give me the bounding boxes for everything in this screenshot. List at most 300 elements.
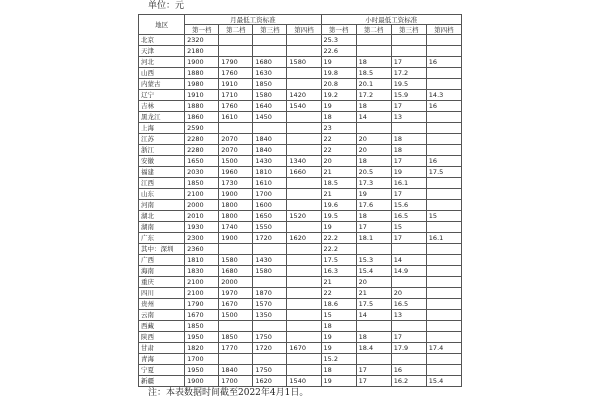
region-cell: 浙江: [139, 145, 185, 156]
header-monthly-group: 月最低工资标准: [185, 15, 321, 25]
monthly-tier-3-cell: 1630: [253, 68, 287, 79]
monthly-tier-1-cell: 2010: [185, 211, 219, 222]
hourly-tier-2-cell: 17: [356, 365, 391, 376]
monthly-tier-3-cell: 1680: [253, 57, 287, 68]
hourly-tier-3-cell: 15.9: [391, 90, 426, 101]
hourly-tier-3-cell: 14.9: [391, 266, 426, 277]
monthly-tier-1-cell: 1910: [185, 90, 219, 101]
table-wrapper: [138, 14, 462, 387]
monthly-tier-3-cell: 1750: [253, 332, 287, 343]
hourly-tier-1-cell: 22.2: [321, 233, 356, 244]
monthly-tier-4-cell: 1420: [287, 90, 321, 101]
hourly-tier-1-cell: 18: [321, 112, 356, 123]
hourly-tier-1-cell: 15.2: [321, 354, 356, 365]
hourly-tier-4-cell: [426, 266, 461, 277]
monthly-tier-3-cell: 1450: [253, 112, 287, 123]
monthly-tier-4-cell: 1340: [287, 156, 321, 167]
hourly-tier-4-cell: [426, 299, 461, 310]
monthly-tier-2-cell: 1960: [219, 167, 253, 178]
monthly-tier-1-cell: 1950: [185, 365, 219, 376]
region-cell: 安徽: [139, 156, 185, 167]
monthly-tier-2-cell: 1500: [219, 156, 253, 167]
hourly-tier-4-cell: 16: [426, 156, 461, 167]
monthly-tier-3-cell: 1570: [253, 299, 287, 310]
monthly-tier-4-cell: [287, 35, 321, 46]
hourly-tier-3-cell: 15: [391, 222, 426, 233]
region-cell: 河南: [139, 200, 185, 211]
region-cell: 宁夏: [139, 365, 185, 376]
region-cell: 福建: [139, 167, 185, 178]
table-row: [139, 332, 462, 343]
hourly-tier-2-cell: 18: [356, 156, 391, 167]
monthly-tier-4-cell: 1620: [287, 233, 321, 244]
hourly-tier-3-cell: [391, 354, 426, 365]
monthly-tier-2-cell: 1900: [219, 233, 253, 244]
hourly-tier-3-cell: [391, 46, 426, 57]
region-cell: 辽宁: [139, 90, 185, 101]
hourly-tier-3-cell: 17: [391, 332, 426, 343]
region-cell: 西藏: [139, 321, 185, 332]
monthly-tier-3-cell: 1550: [253, 222, 287, 233]
monthly-tier-1-cell: 1900: [185, 57, 219, 68]
table-row: [139, 35, 462, 46]
monthly-tier-2-cell: [219, 35, 253, 46]
hourly-tier-2-cell: [356, 123, 391, 134]
table-row: [139, 233, 462, 244]
monthly-tier-2-cell: [219, 354, 253, 365]
region-cell: 云南: [139, 310, 185, 321]
monthly-tier-1-cell: 2590: [185, 123, 219, 134]
monthly-tier-1-cell: 1850: [185, 321, 219, 332]
monthly-tier-3-cell: 1610: [253, 178, 287, 189]
header-row-groups: [139, 15, 462, 25]
header-region: 地区: [139, 15, 185, 35]
monthly-tier-2-cell: 1800: [219, 200, 253, 211]
hourly-tier-2-cell: [356, 244, 391, 255]
monthly-tier-3-cell: 1600: [253, 200, 287, 211]
hourly-tier-1-cell: 22: [321, 134, 356, 145]
table-row: [139, 277, 462, 288]
region-cell: 黑龙江: [139, 112, 185, 123]
hourly-tier-2-cell: [356, 35, 391, 46]
unit-label: 单位：元: [148, 1, 185, 11]
table-header: [139, 15, 462, 35]
region-cell: 广东: [139, 233, 185, 244]
table-row: [139, 222, 462, 233]
header-monthly-tier-3: 第三档: [253, 25, 287, 35]
table-row: [139, 79, 462, 90]
monthly-tier-2-cell: 1770: [219, 343, 253, 354]
monthly-tier-2-cell: 1760: [219, 68, 253, 79]
monthly-tier-3-cell: 1750: [253, 365, 287, 376]
hourly-tier-2-cell: 17.5: [356, 299, 391, 310]
monthly-tier-3-cell: 1840: [253, 145, 287, 156]
hourly-tier-4-cell: [426, 310, 461, 321]
monthly-tier-1-cell: 2000: [185, 200, 219, 211]
hourly-tier-1-cell: 19: [321, 57, 356, 68]
hourly-tier-2-cell: 18: [356, 57, 391, 68]
region-cell: 内蒙古: [139, 79, 185, 90]
monthly-tier-3-cell: [253, 277, 287, 288]
hourly-tier-4-cell: [426, 68, 461, 79]
hourly-tier-3-cell: 16.1: [391, 178, 426, 189]
hourly-tier-2-cell: 17.2: [356, 90, 391, 101]
header-row-tiers: [139, 25, 462, 35]
monthly-tier-4-cell: [287, 266, 321, 277]
hourly-tier-3-cell: 17.9: [391, 343, 426, 354]
region-cell: 海南: [139, 266, 185, 277]
monthly-tier-4-cell: [287, 222, 321, 233]
hourly-tier-1-cell: 21: [321, 189, 356, 200]
monthly-tier-4-cell: [287, 145, 321, 156]
monthly-tier-3-cell: 1810: [253, 167, 287, 178]
monthly-tier-3-cell: 1870: [253, 288, 287, 299]
monthly-tier-4-cell: [287, 46, 321, 57]
monthly-tier-1-cell: 1950: [185, 332, 219, 343]
hourly-tier-1-cell: 25.3: [321, 35, 356, 46]
monthly-tier-4-cell: [287, 288, 321, 299]
monthly-tier-4-cell: [287, 189, 321, 200]
monthly-tier-3-cell: [253, 354, 287, 365]
table-row: [139, 365, 462, 376]
hourly-tier-2-cell: 18: [356, 101, 391, 112]
header-hourly-tier-2: 第二档: [356, 25, 391, 35]
hourly-tier-2-cell: [356, 321, 391, 332]
header-hourly-tier-4: 第四档: [426, 25, 461, 35]
hourly-tier-1-cell: 15: [321, 310, 356, 321]
region-cell: 河北: [139, 57, 185, 68]
table-body: [139, 35, 462, 387]
hourly-tier-4-cell: [426, 35, 461, 46]
hourly-tier-2-cell: 14: [356, 112, 391, 123]
monthly-tier-3-cell: 1850: [253, 79, 287, 90]
hourly-tier-2-cell: 14: [356, 310, 391, 321]
monthly-tier-1-cell: 2280: [185, 145, 219, 156]
hourly-tier-1-cell: 23: [321, 123, 356, 134]
monthly-tier-4-cell: [287, 244, 321, 255]
hourly-tier-3-cell: 16: [391, 365, 426, 376]
monthly-tier-2-cell: 1680: [219, 266, 253, 277]
hourly-tier-1-cell: 22.6: [321, 46, 356, 57]
monthly-tier-4-cell: 1670: [287, 343, 321, 354]
monthly-tier-3-cell: 1350: [253, 310, 287, 321]
monthly-tier-2-cell: 1710: [219, 90, 253, 101]
table-row: [139, 288, 462, 299]
monthly-tier-4-cell: 1540: [287, 376, 321, 387]
monthly-tier-1-cell: 2300: [185, 233, 219, 244]
hourly-tier-3-cell: 16.5: [391, 299, 426, 310]
monthly-tier-1-cell: 2030: [185, 167, 219, 178]
table-row: [139, 189, 462, 200]
hourly-tier-2-cell: 17.6: [356, 200, 391, 211]
hourly-tier-1-cell: 16.3: [321, 266, 356, 277]
hourly-tier-4-cell: [426, 365, 461, 376]
hourly-tier-3-cell: 14: [391, 255, 426, 266]
table-row: [139, 90, 462, 101]
region-cell: 新疆: [139, 376, 185, 387]
hourly-tier-3-cell: 15.6: [391, 200, 426, 211]
hourly-tier-4-cell: [426, 354, 461, 365]
region-cell: 青海: [139, 354, 185, 365]
hourly-tier-2-cell: 15.4: [356, 266, 391, 277]
monthly-tier-2-cell: 2070: [219, 145, 253, 156]
monthly-tier-3-cell: 1580: [253, 266, 287, 277]
table-row: [139, 376, 462, 387]
hourly-tier-3-cell: 17.2: [391, 68, 426, 79]
monthly-tier-2-cell: 1610: [219, 112, 253, 123]
hourly-tier-2-cell: 20.1: [356, 79, 391, 90]
monthly-tier-3-cell: 1840: [253, 134, 287, 145]
hourly-tier-1-cell: 20: [321, 156, 356, 167]
hourly-tier-3-cell: 17: [391, 101, 426, 112]
monthly-tier-4-cell: [287, 354, 321, 365]
table-row: [139, 255, 462, 266]
hourly-tier-1-cell: 19: [321, 332, 356, 343]
monthly-tier-3-cell: [253, 321, 287, 332]
table-row: [139, 299, 462, 310]
hourly-tier-3-cell: 18: [391, 134, 426, 145]
hourly-tier-3-cell: 19.5: [391, 79, 426, 90]
header-hourly-group: 小时最低工资标准: [321, 15, 461, 25]
monthly-tier-4-cell: [287, 255, 321, 266]
region-cell: 山西: [139, 68, 185, 79]
monthly-tier-2-cell: 1840: [219, 365, 253, 376]
hourly-tier-2-cell: 18.4: [356, 343, 391, 354]
hourly-tier-4-cell: 15.4: [426, 376, 461, 387]
monthly-tier-4-cell: [287, 310, 321, 321]
hourly-tier-4-cell: 17.4: [426, 343, 461, 354]
hourly-tier-1-cell: 19.2: [321, 90, 356, 101]
hourly-tier-4-cell: [426, 277, 461, 288]
hourly-tier-2-cell: 17.3: [356, 178, 391, 189]
monthly-tier-1-cell: 1880: [185, 101, 219, 112]
hourly-tier-4-cell: 16: [426, 101, 461, 112]
hourly-tier-3-cell: 19: [391, 167, 426, 178]
hourly-tier-4-cell: [426, 178, 461, 189]
table-row: [139, 156, 462, 167]
hourly-tier-4-cell: [426, 46, 461, 57]
monthly-tier-2-cell: 1730: [219, 178, 253, 189]
monthly-tier-1-cell: 2360: [185, 244, 219, 255]
monthly-tier-4-cell: [287, 365, 321, 376]
monthly-tier-1-cell: 1980: [185, 79, 219, 90]
hourly-tier-1-cell: 17.5: [321, 255, 356, 266]
table-row: [139, 112, 462, 123]
monthly-tier-3-cell: 1580: [253, 90, 287, 101]
table-row: [139, 46, 462, 57]
hourly-tier-2-cell: 18: [356, 211, 391, 222]
table-row: [139, 321, 462, 332]
monthly-tier-2-cell: 1500: [219, 310, 253, 321]
hourly-tier-1-cell: 19: [321, 343, 356, 354]
table-row: [139, 178, 462, 189]
hourly-tier-2-cell: [356, 354, 391, 365]
monthly-tier-4-cell: [287, 123, 321, 134]
monthly-tier-2-cell: 1580: [219, 255, 253, 266]
hourly-tier-2-cell: 17: [356, 222, 391, 233]
monthly-tier-2-cell: 1790: [219, 57, 253, 68]
hourly-tier-4-cell: [426, 79, 461, 90]
hourly-tier-4-cell: 17.5: [426, 167, 461, 178]
table-row: [139, 101, 462, 112]
hourly-tier-4-cell: 14.3: [426, 90, 461, 101]
monthly-tier-2-cell: 2000: [219, 277, 253, 288]
hourly-tier-2-cell: 20: [356, 277, 391, 288]
monthly-tier-2-cell: 1800: [219, 211, 253, 222]
monthly-tier-1-cell: 1850: [185, 178, 219, 189]
monthly-tier-2-cell: [219, 244, 253, 255]
hourly-tier-1-cell: 18: [321, 321, 356, 332]
monthly-tier-2-cell: [219, 321, 253, 332]
hourly-tier-4-cell: [426, 200, 461, 211]
monthly-tier-3-cell: [253, 244, 287, 255]
header-monthly-tier-1: 第一档: [185, 25, 219, 35]
hourly-tier-1-cell: 18: [321, 365, 356, 376]
hourly-tier-2-cell: 17: [356, 376, 391, 387]
table-row: [139, 123, 462, 134]
hourly-tier-1-cell: 19: [321, 376, 356, 387]
hourly-tier-3-cell: [391, 244, 426, 255]
hourly-tier-4-cell: [426, 134, 461, 145]
hourly-tier-1-cell: 21: [321, 167, 356, 178]
header-monthly-tier-2: 第二档: [219, 25, 253, 35]
hourly-tier-1-cell: 19: [321, 101, 356, 112]
monthly-tier-4-cell: [287, 332, 321, 343]
hourly-tier-3-cell: [391, 277, 426, 288]
hourly-tier-1-cell: 19.6: [321, 200, 356, 211]
monthly-tier-2-cell: 1670: [219, 299, 253, 310]
table-row: [139, 57, 462, 68]
hourly-tier-1-cell: 18.6: [321, 299, 356, 310]
monthly-tier-2-cell: 2070: [219, 134, 253, 145]
hourly-tier-3-cell: 17: [391, 156, 426, 167]
hourly-tier-4-cell: [426, 321, 461, 332]
monthly-tier-4-cell: [287, 68, 321, 79]
region-cell: 甘肃: [139, 343, 185, 354]
hourly-tier-4-cell: [426, 244, 461, 255]
monthly-tier-1-cell: 1670: [185, 310, 219, 321]
region-cell: 广西: [139, 255, 185, 266]
monthly-tier-4-cell: [287, 178, 321, 189]
monthly-tier-2-cell: 1760: [219, 101, 253, 112]
region-cell: 江西: [139, 178, 185, 189]
footnote: 注：本表数据时间截至2022年4月1日。: [148, 388, 309, 398]
hourly-tier-2-cell: 19: [356, 189, 391, 200]
hourly-tier-3-cell: [391, 123, 426, 134]
monthly-tier-3-cell: [253, 35, 287, 46]
hourly-tier-4-cell: [426, 112, 461, 123]
monthly-tier-2-cell: 1850: [219, 332, 253, 343]
monthly-tier-1-cell: 1650: [185, 156, 219, 167]
monthly-tier-4-cell: 1580: [287, 57, 321, 68]
hourly-tier-1-cell: 19.8: [321, 68, 356, 79]
region-cell: 贵州: [139, 299, 185, 310]
table-row: [139, 310, 462, 321]
monthly-tier-4-cell: [287, 200, 321, 211]
hourly-tier-2-cell: 21: [356, 288, 391, 299]
monthly-tier-4-cell: [287, 112, 321, 123]
table-row: [139, 354, 462, 365]
table-row: [139, 167, 462, 178]
monthly-tier-1-cell: 1810: [185, 255, 219, 266]
hourly-tier-4-cell: 16.1: [426, 233, 461, 244]
monthly-tier-4-cell: [287, 79, 321, 90]
hourly-tier-2-cell: 20.5: [356, 167, 391, 178]
monthly-tier-3-cell: 1430: [253, 156, 287, 167]
hourly-tier-3-cell: 20: [391, 288, 426, 299]
table-row: [139, 244, 462, 255]
monthly-tier-4-cell: 1540: [287, 101, 321, 112]
monthly-tier-1-cell: 1930: [185, 222, 219, 233]
region-cell: 湖北: [139, 211, 185, 222]
monthly-tier-3-cell: 1430: [253, 255, 287, 266]
minimum-wage-table: [138, 14, 462, 387]
hourly-tier-1-cell: 20.8: [321, 79, 356, 90]
hourly-tier-4-cell: [426, 123, 461, 134]
region-cell: 湖南: [139, 222, 185, 233]
region-cell: 其中：深圳: [139, 244, 185, 255]
hourly-tier-1-cell: 22: [321, 145, 356, 156]
hourly-tier-3-cell: 17: [391, 233, 426, 244]
hourly-tier-3-cell: [391, 35, 426, 46]
hourly-tier-4-cell: [426, 332, 461, 343]
monthly-tier-2-cell: [219, 46, 253, 57]
header-hourly-tier-3: 第三档: [391, 25, 426, 35]
hourly-tier-2-cell: 20: [356, 145, 391, 156]
table-row: [139, 266, 462, 277]
hourly-tier-4-cell: [426, 145, 461, 156]
monthly-tier-1-cell: 2280: [185, 134, 219, 145]
table-row: [139, 211, 462, 222]
monthly-tier-1-cell: 1820: [185, 343, 219, 354]
monthly-tier-2-cell: 1900: [219, 189, 253, 200]
region-cell: 江苏: [139, 134, 185, 145]
hourly-tier-2-cell: 15.3: [356, 255, 391, 266]
monthly-tier-3-cell: 1720: [253, 343, 287, 354]
hourly-tier-2-cell: 18: [356, 332, 391, 343]
monthly-tier-2-cell: [219, 123, 253, 134]
table-row: [139, 343, 462, 354]
hourly-tier-3-cell: 16.2: [391, 376, 426, 387]
hourly-tier-4-cell: [426, 189, 461, 200]
monthly-tier-3-cell: 1720: [253, 233, 287, 244]
monthly-tier-3-cell: [253, 123, 287, 134]
hourly-tier-4-cell: [426, 255, 461, 266]
hourly-tier-4-cell: 16: [426, 57, 461, 68]
hourly-tier-3-cell: [391, 321, 426, 332]
monthly-tier-4-cell: 1520: [287, 211, 321, 222]
monthly-tier-3-cell: [253, 46, 287, 57]
hourly-tier-1-cell: 18.5: [321, 178, 356, 189]
hourly-tier-1-cell: 19: [321, 222, 356, 233]
monthly-tier-2-cell: 1700: [219, 376, 253, 387]
monthly-tier-2-cell: 1740: [219, 222, 253, 233]
monthly-tier-1-cell: 2320: [185, 35, 219, 46]
monthly-tier-3-cell: 1650: [253, 211, 287, 222]
monthly-tier-4-cell: [287, 299, 321, 310]
monthly-tier-1-cell: 2100: [185, 189, 219, 200]
monthly-tier-4-cell: [287, 321, 321, 332]
monthly-tier-1-cell: 1880: [185, 68, 219, 79]
hourly-tier-4-cell: [426, 288, 461, 299]
hourly-tier-3-cell: 17: [391, 189, 426, 200]
table-row: [139, 200, 462, 211]
hourly-tier-3-cell: 16.5: [391, 211, 426, 222]
hourly-tier-1-cell: 21: [321, 277, 356, 288]
monthly-tier-1-cell: 1790: [185, 299, 219, 310]
monthly-tier-1-cell: 1900: [185, 376, 219, 387]
region-cell: 天津: [139, 46, 185, 57]
